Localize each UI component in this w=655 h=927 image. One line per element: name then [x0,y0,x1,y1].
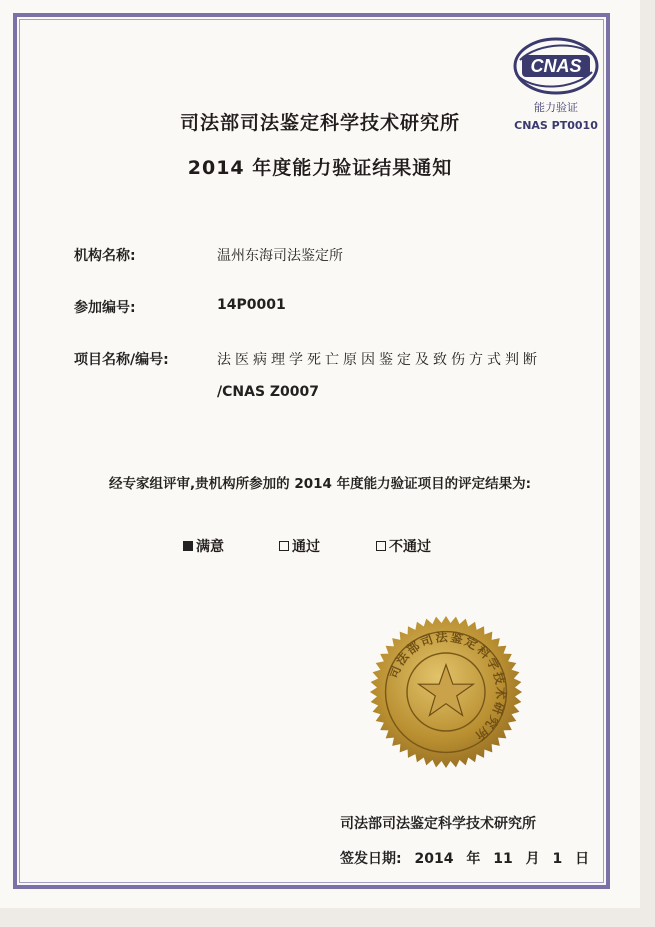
title-institution: 司法部司法鉴定科学技术研究所 [179,112,460,134]
issue-date [340,848,589,868]
issue-date-label: 签发日期: [340,851,402,867]
issue-day: 1 [552,851,563,867]
cnas-emblem-icon [512,36,600,96]
cnas-code: CNAS PT0010 [514,119,598,132]
option-satisfactory [183,536,224,556]
title-notice: 2014 年度能力验证结果通知 [187,157,453,179]
option-label: 不通过 [389,539,431,555]
cnas-caption: 能力验证 [534,101,578,114]
option-fail [376,536,431,556]
cnas-logo-text: CNAS [530,56,582,76]
org-name-label: 机构名称: [74,248,136,264]
seal-text: 司法部司法鉴定科学技术研究所 [386,629,508,744]
option-pass [279,536,320,556]
option-label: 满意 [196,539,224,555]
option-label: 通过 [292,539,320,555]
org-name-value: 温州东海司法鉴定所 [217,248,343,264]
gold-seal-icon [368,614,524,770]
unchecked-box-icon [376,541,386,551]
participant-code-label: 参加编号: [74,300,136,316]
day-unit: 日 [575,851,590,867]
project-label: 项目名称/编号: [74,352,169,368]
unchecked-box-icon [279,541,289,551]
year-unit: 年 [466,851,481,867]
month-unit: 月 [525,851,540,867]
issue-year: 2014 [414,851,454,867]
checked-box-icon [183,541,193,551]
participant-code-value: 14P0001 [217,297,286,313]
issuer-name: 司法部司法鉴定科学技术研究所 [340,816,536,832]
project-name-value: 法医病理学死亡原因鉴定及致伤方式判断 [217,352,541,368]
result-intro: 经专家组评审,贵机构所参加的 2014 年度能力验证项目的评定结果为: [109,476,531,492]
project-code-value: /CNAS Z0007 [217,384,320,400]
issue-month: 11 [493,851,513,867]
